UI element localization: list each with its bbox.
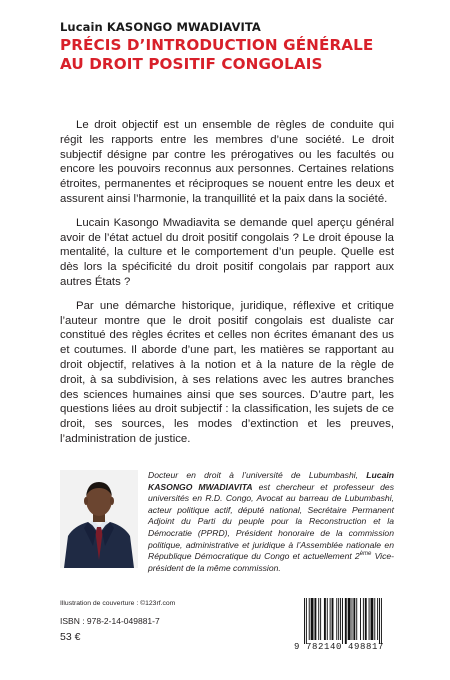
barcode-bar [379, 598, 380, 644]
author-name: Lucain KASONGO MWADIAVITA [60, 20, 261, 34]
barcode-bar [314, 598, 316, 640]
synopsis-paragraph: Par une démarche historique, juridique, réflexive et critique l’auteur montre que le droit positif congolais est dualiste car constitué des règles écrites et celles non écrites émanant des us et coutumes. Il aborde d’une part, les matières se rapportant au droit objectif, relatives à la notion et à la nature de la règle de droit, à sa subdivision, à ses relations avec les autres branches des sciences humaines ainsi que ses sources. D’autre part, les questions liées au droit subjectif : la classification, les sujets de ce droit, ses sources, les modes d’extinction et les preuves, l’administration de justice. [60, 299, 394, 445]
author-photo [60, 470, 138, 568]
barcode-bar [353, 598, 355, 640]
barcode-bar [348, 598, 351, 640]
synopsis [60, 112, 394, 456]
bio-superscript: ème [359, 551, 372, 558]
price: 53 € [60, 631, 81, 643]
barcode-bar [338, 598, 339, 640]
barcode-bar [381, 598, 382, 644]
isbn: ISBN : 978-2-14-049881-7 [60, 616, 160, 626]
barcode-bar [320, 598, 321, 640]
barcode-bar [365, 598, 367, 640]
bio-text: est chercheur et professeur des universités en R.D. Congo, Avocat au barreau de Lubumbashi, acteur politique actif, député national, Secrétaire Permanent Adjoint du Parti du peuple pour la Reconstruction et la Démocratie (PPRD), Président honoraire de la commission politique, administrative et juridique à l’Assemblée nationale en République Démocratique du Congo et actuellement 2 [148, 481, 394, 562]
barcode-bar [345, 598, 347, 644]
barcode-bar [306, 598, 307, 644]
barcode-bar [309, 598, 310, 640]
barcode-bar [356, 598, 357, 640]
barcode-bar [327, 598, 328, 640]
barcode-bar [324, 598, 326, 640]
barcode-bar [360, 598, 361, 640]
bio-author-name: Lucain KASONGO MWADIAVITA [148, 470, 394, 492]
barcode-bar [377, 598, 378, 640]
synopsis-paragraph: Le droit objectif est un ensemble de règles de conduite qui régit les rapports entre les membres d’une société. Le droit subjectif désigne par contre les prérogatives ou les facultés ou encore les pouvoirs reconnus aux personnes. Certaines relations étroites, permanentes et réciproques se nouent entre les deux et assurent ainsi l’harmonie, la tranquillité et la paix dans la société. [60, 119, 394, 205]
barcode-bar [332, 598, 334, 640]
bio-text-end: Vice-président de la même commission. [148, 551, 395, 573]
title-line: PRÉCIS D’INTRODUCTION GÉNÉRALE [60, 36, 374, 54]
barcode-bar [363, 598, 364, 640]
author-biography [148, 470, 394, 574]
book-title [60, 36, 420, 74]
title-line: AU DROIT POSITIF CONGOLAIS [60, 55, 323, 73]
barcode-bar [304, 598, 305, 644]
barcode-bar [352, 598, 353, 640]
barcode-number: 9 782140 498817 [294, 642, 385, 652]
barcode-bar [369, 598, 370, 640]
isbn-barcode [302, 598, 402, 644]
author-portrait-image [60, 470, 138, 568]
illustration-credit: Illustration de couverture : ©123rf.com [60, 600, 176, 607]
bio-intro: Docteur en droit à l’université de Lubumbashi, [148, 470, 367, 480]
barcode-bar [330, 598, 331, 640]
barcode-bar [371, 598, 374, 640]
barcode-bar [374, 598, 375, 640]
barcode-bar [318, 598, 319, 640]
barcode-bar [311, 598, 314, 640]
barcode-bar [340, 598, 341, 640]
synopsis-paragraph: Lucain Kasongo Mwadiavita se demande quel aperçu général avoir de l’état actuel du droit positif congolais ? Le droit épouse la mentalité, la culture et le comportement d’un peuple. Quelle est dès lors la spécificité du droit positif congolais par rapport aux autres États ? [60, 216, 394, 288]
barcode-bar [336, 598, 337, 640]
barcode-bar [342, 598, 343, 644]
